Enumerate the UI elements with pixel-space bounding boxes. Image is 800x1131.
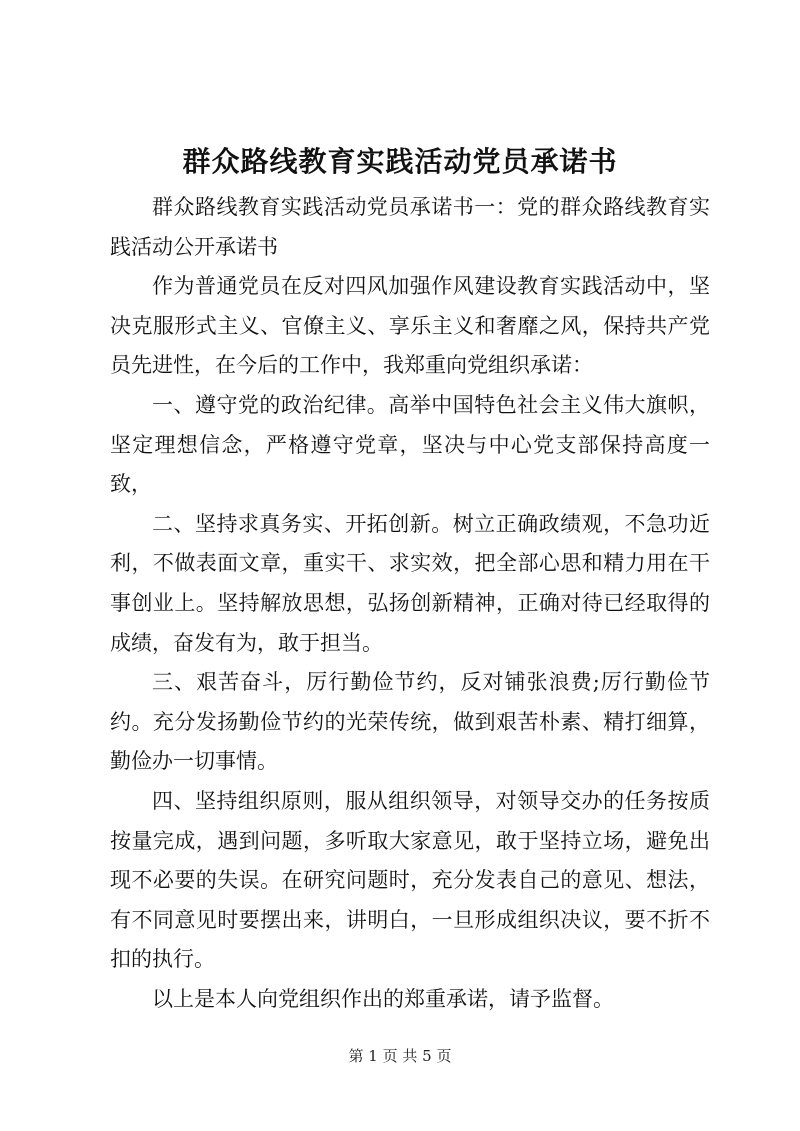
document-title: 群众路线教育实践活动党员承诺书: [182, 145, 618, 178]
paragraph-item-1: 一、遵守党的政治纪律。高举中国特色社会主义伟大旗帜，坚定理想信念，严格遵守党章，坚决与中心党支部保持高度一致，: [110, 392, 710, 497]
document-body: [110, 188, 710, 1019]
paragraph-preamble: 作为普通党员在反对四风加强作风建设教育实践活动中，坚决克服形式主义、官僚主义、享乐主义和奢靡之风，保持共产党员先进性，在今后的工作中，我郑重向党组织承诺：: [110, 274, 710, 378]
paragraph-intro: 群众路线教育实践活动党员承诺书一：党的群众路线教育实践活动公开承诺书: [110, 195, 710, 259]
paragraph-item-3: 三、艰苦奋斗，厉行勤俭节约，反对铺张浪费;厉行勤俭节约。充分发扬勤俭节约的光荣传统，做到艰苦朴素、精打细算，勤俭办一切事情。: [110, 670, 710, 774]
paragraph-item-2: 二、坚持求真务实、开拓创新。树立正确政绩观，不急功近利，不做表面文章，重实干、求实效，把全部心思和精力用在干事创业上。坚持解放思想，弘扬创新精神，正确对待已经取得的成绩，奋发有为，敢于担当。: [110, 511, 710, 655]
paragraph-closing: 以上是本人向党组织作出的郑重承诺，请予监督。: [152, 986, 614, 1011]
page-number-footer: 第 1 页 共 5 页: [348, 1047, 452, 1065]
paragraph-item-4: 四、坚持组织原则，服从组织领导，对领导交办的任务按质按量完成，遇到问题，多听取大家意见，敢于坚持立场，避免出现不必要的失误。在研究问题时，充分发表自己的意见、想法，有不同意见时要摆出来，讲明白，一旦形成组织决议，要不折不扣的执行。: [110, 788, 710, 972]
